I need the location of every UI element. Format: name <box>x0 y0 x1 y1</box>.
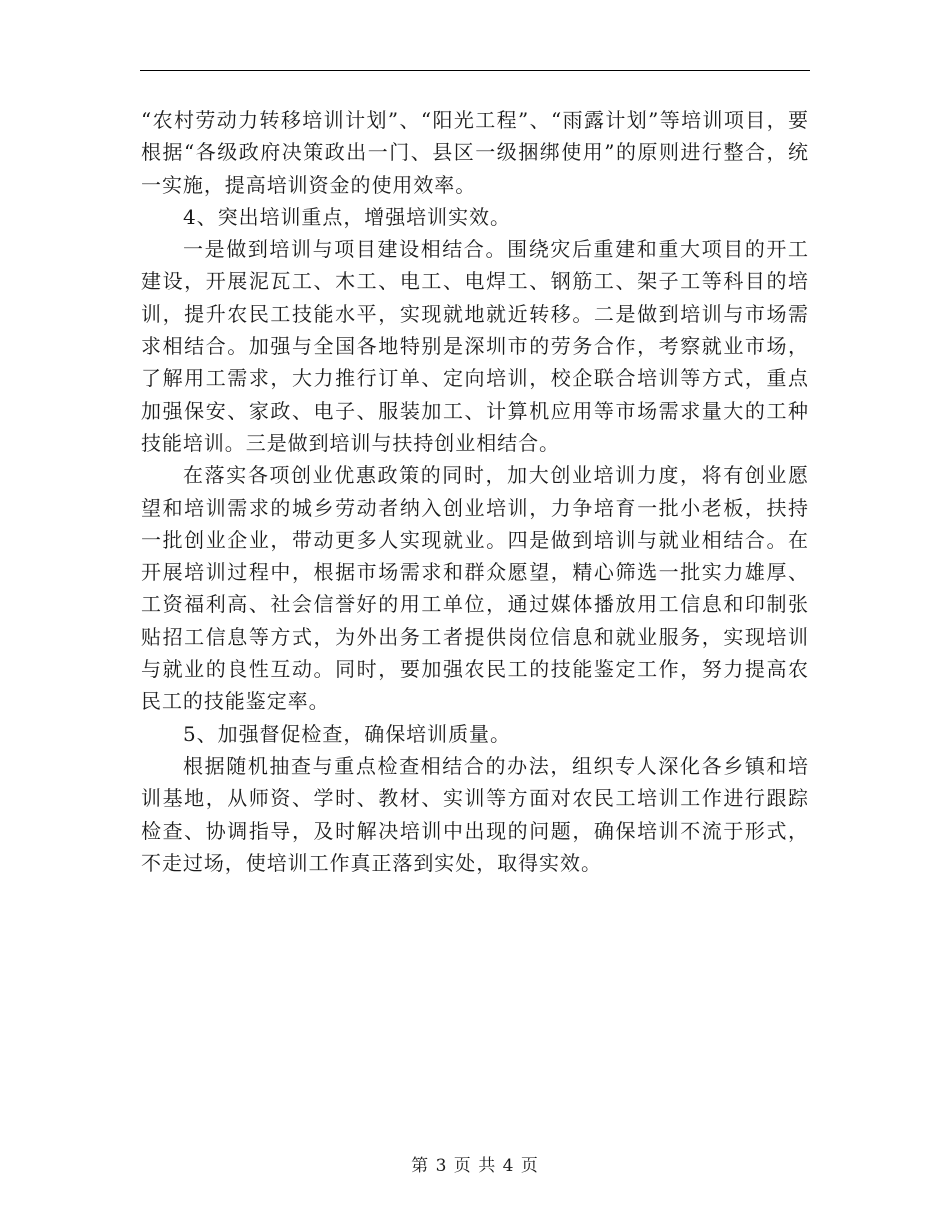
document-body <box>141 104 809 879</box>
paragraph-continuation: “农村劳动力转移培训计划”、“阳光工程”、“雨露计划”等培训项目，要根据“各级政府决策政出一门、县区一级捆绑使用”的原则进行整合，统一实施，提高培训资金的使用效率。 <box>141 108 809 197</box>
paragraph-entrepreneurship: 在落实各项创业优惠政策的同时，加大创业培训力度，将有创业愿望和培训需求的城乡劳动者纳入创业培训，力争培育一批小老板，扶持一批创业企业，带动更多人实现就业。四是做到培训与就业相结合。在开展培训过程中，根据市场需求和群众愿望，精心筛选一批实力雄厚、工资福利高、社会信誉好的用工单位，通过媒体播放用工信息和印制张贴招工信息等方式，为外出务工者提供岗位信息和就业服务，实现培训与就业的良性互动。同时，要加强农民工的技能鉴定工作，努力提高农民工的技能鉴定率。 <box>141 463 809 714</box>
header-rule <box>140 70 810 71</box>
paragraph-training-combination: 一是做到培训与项目建设相结合。围绕灾后重建和重大项目的开工建设，开展泥瓦工、木工、电工、电焊工、钢筋工、架子工等科目的培训，提升农民工技能水平，实现就地就近转移。二是做到培训与市场需求相结合。加强与全国各地特别是深圳市的劳务合作，考察就业市场，了解用工需求，大力推行订单、定向培训，校企联合培训等方式，重点加强保安、家政、电子、服装加工、计算机应用等市场需求量大的工种技能培训。三是做到培训与扶持创业相结合。 <box>141 237 809 455</box>
heading-item-5: 5、加强督促检查，确保培训质量。 <box>183 721 511 746</box>
page-number-footer: 第 3 页 共 4 页 <box>411 1156 539 1176</box>
paragraph-inspection: 根据随机抽查与重点检查相结合的办法，组织专人深化各乡镇和培训基地，从师资、学时、教材、实训等方面对农民工培训工作进行跟踪检查、协调指导，及时解决培训中出现的问题，确保培训不流于形式，不走过场，使培训工作真正落到实处，取得实效。 <box>141 753 809 875</box>
heading-item-4: 4、突出培训重点，增强培训实效。 <box>183 204 511 229</box>
